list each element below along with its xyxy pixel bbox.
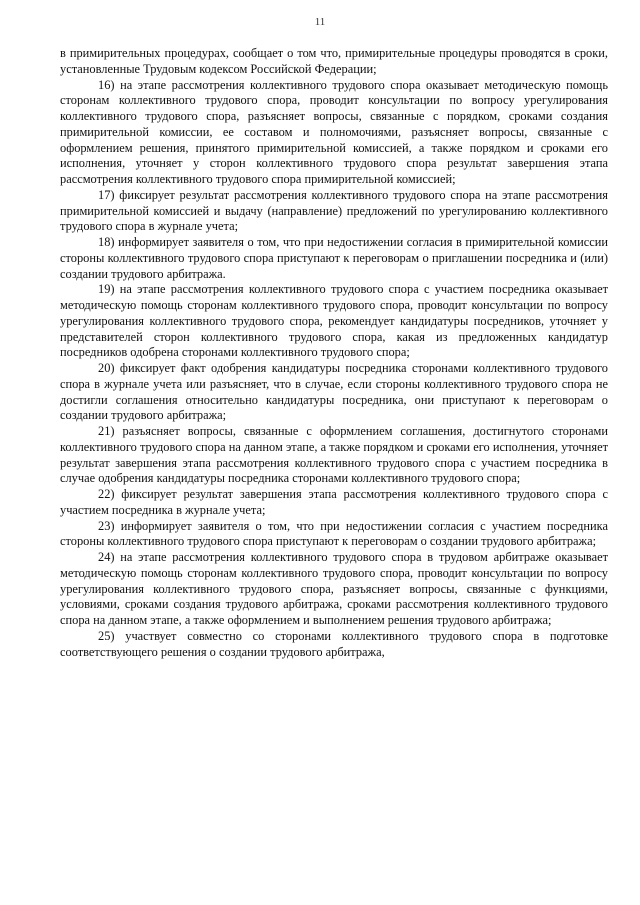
- paragraph-item-24: 24) на этапе рассмотрения коллективного трудового спора в трудовом арбитраже оказывает методическую помощь сторонам коллективного трудового спора, проводит консультации по вопросу урегулирования коллективного трудового спора, разъясняет вопросы, связанные с функциями, условиями, сроками создания трудового арбитража, сроками рассмотрения коллективного трудового спора на данном этапе, а также оформлением и выполнением решения трудового арбитража;: [60, 550, 608, 627]
- paragraph-item-17: 17) фиксирует результат рассмотрения коллективного трудового спора на этапе рассмотрения примирительной комиссией и выдачу (направление) предложений по урегулированию коллективного трудового спора в журнале учета;: [60, 187, 608, 234]
- paragraph-item-23: 23) информирует заявителя о том, что при недостижении согласия с участием посредника стороны коллективного трудового спора приступают к переговорам о создании трудового арбитража;: [60, 518, 608, 549]
- paragraph-continuation: в примирительных процедурах, сообщает о том что, примирительные процедуры проводятся в сроки, установленные Трудовым кодексом Российской Федерации;: [60, 46, 608, 76]
- page-number: 11: [314, 16, 326, 28]
- paragraph-item-25: 25) участвует совместно со сторонами коллективного трудового спора в подготовке соответствующего решения о создании трудового арбитража,: [60, 628, 608, 659]
- document-body: [60, 46, 608, 660]
- paragraph-item-16: 16) на этапе рассмотрения коллективного трудового спора оказывает методическую помощь сторонам коллективного трудового спора, проводит консультации по вопросу урегулирования коллективного трудового спора, разъясняет вопросы, связанные с порядком, сроками создания примирительной комиссии, ее составом и полномочиями, разъясняет вопросы, связанные с оформлением решения, принятого примирительной комиссией, а также порядком и сроками его исполнения, уточняет у сторон коллективного трудового спора результат завершения этапа рассмотрения коллективного трудового спора примирительной комиссией;: [60, 77, 608, 186]
- paragraph-item-22: 22) фиксирует результат завершения этапа рассмотрения коллективного трудового спора с участием посредника в журнале учета;: [60, 487, 608, 517]
- paragraph-item-20: 20) фиксирует факт одобрения кандидатуры посредника сторонами коллективного трудового спора в журнале учета или разъясняет, что в случае, если стороны коллективного трудового спора не достигли соглашения относительно кандидатуры посредника, они приступают к переговорам о создании трудового арбитража;: [60, 361, 608, 423]
- paragraph-item-19: 19) на этапе рассмотрения коллективного трудового спора с участием посредника оказывает методическую помощь сторонам коллективного трудового спора, проводит консультации по вопросу урегулирования коллективного трудового спора, рекомендует кандидатуры посредников, уточняет у представителей сторон коллективного трудового спора, какая из предложенных кандидатур посредников одобрена сторонами коллективного трудового спора;: [60, 282, 608, 360]
- paragraph-item-18: 18) информирует заявителя о том, что при недостижении согласия в примирительной комиссии стороны коллективного трудового спора приступают к переговорам о приглашении посредника и (или) создании трудового арбитража.: [60, 235, 608, 281]
- paragraph-item-21: 21) разъясняет вопросы, связанные с оформлением соглашения, достигнутого сторонами коллективного трудового спора на данном этапе, а также порядком и сроками его исполнения, уточняет результат завершения этапа рассмотрения коллективного трудового спора с участием посредника в случае одобрения кандидатуры посредника сторонами коллективного трудового спора;: [60, 424, 608, 486]
